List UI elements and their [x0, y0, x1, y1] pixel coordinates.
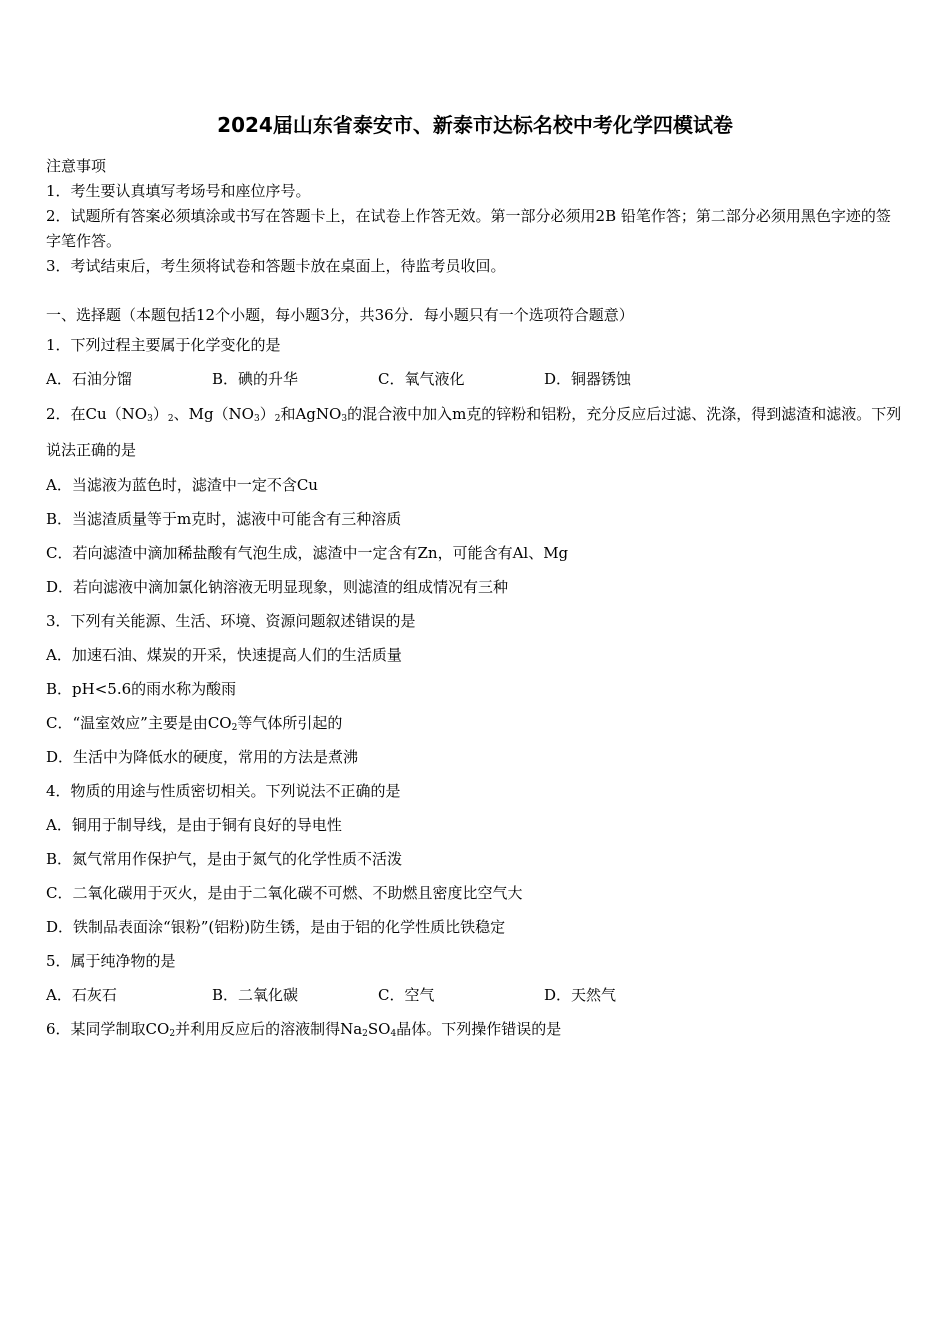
- subscript: 2: [167, 414, 174, 424]
- stem-text: 并利用反应后的溶液制得Na: [175, 1020, 363, 1038]
- question-stem: [46, 1012, 904, 1046]
- subscript: 2: [274, 414, 281, 424]
- option-d: D．铁制品表面涂“银粉”(铝粉)防生锈，是由于铝的化学性质比铁稳定: [46, 918, 506, 936]
- option-b: B．pH<5.6的雨水称为酸雨: [46, 680, 237, 698]
- option-row: [46, 362, 904, 396]
- stem-text: ）: [152, 405, 168, 423]
- option-c: C．氧气液化: [378, 370, 465, 388]
- stem-text: 的混合液中加入m克的锌粉和铝粉，充分反应后过滤、洗涤，得到滤渣和滤液。下列说法正确的是: [46, 405, 902, 459]
- notice-item-3: 3．考试结束后，考生须将试卷和答题卡放在桌面上，待监考员收回。: [46, 257, 506, 275]
- subscript: 4: [390, 1029, 397, 1039]
- stem-text: SO: [367, 1020, 391, 1038]
- option-a: A．加速石油、煤炭的开采，快速提高人们的生活质量: [46, 646, 402, 664]
- question-stem: 4．物质的用途与性质密切相关。下列说法不正确的是: [46, 782, 401, 800]
- option-d: D．天然气: [544, 986, 617, 1004]
- notice-item-1: 1．考生要认真填写考场号和座位序号。: [46, 182, 311, 200]
- subscript: 3: [341, 414, 348, 424]
- subscript: 2: [169, 1029, 176, 1039]
- option-b: B．碘的升华: [212, 370, 299, 388]
- option-text: 等气体所引起的: [237, 714, 343, 732]
- stem-text: ）: [259, 405, 275, 423]
- exam-title: 2024届山东省泰安市、新泰市达标名校中考化学四模试卷: [217, 113, 733, 137]
- option-a: A．石灰石: [46, 986, 117, 1004]
- option-c: C．空气: [378, 986, 435, 1004]
- option-b: B．二氧化碳: [212, 986, 299, 1004]
- option-d: D．铜器锈蚀: [544, 370, 632, 388]
- question-5: [46, 944, 904, 1012]
- question-stem: 5．属于纯净物的是: [46, 952, 176, 970]
- option-c: C．二氧化碳用于灭火，是由于二氧化碳不可燃、不助燃且密度比空气大: [46, 884, 523, 902]
- option-c: [46, 706, 904, 740]
- option-text: C．“温室效应”主要是由CO: [46, 714, 232, 732]
- subscript: 3: [147, 414, 153, 424]
- option-a: A．当滤液为蓝色时，滤渣中一定不含Cu: [46, 476, 318, 494]
- question-1: [46, 328, 904, 396]
- stem-text: 2．在Cu（NO: [46, 405, 148, 423]
- option-row: [46, 978, 904, 1012]
- question-2: [46, 396, 904, 604]
- question-stem: 1．下列过程主要属于化学变化的是: [46, 336, 281, 354]
- notice-item-2: 2．试题所有答案必须填涂或书写在答题卡上，在试卷上作答无效。第一部分必须用2B 铅笔作答；第二部分必须用黑色字迹的签字笔作答。: [46, 207, 891, 250]
- option-a: A．石油分馏: [46, 370, 132, 388]
- stem-text: 晶体。下列操作错误的是: [396, 1020, 562, 1038]
- question-4: [46, 774, 904, 944]
- notice-heading: 注意事项: [46, 157, 107, 175]
- question-6: [46, 1012, 904, 1046]
- section-heading: 一、选择题（本题包括12个小题，每小题3分，共36分．每小题只有一个选项符合题意）: [46, 306, 634, 324]
- notice-section: [46, 154, 904, 279]
- option-d: D．生活中为降低水的硬度，常用的方法是煮沸: [46, 748, 359, 766]
- subscript: 3: [253, 414, 260, 424]
- option-a: A．铜用于制导线，是由于铜有良好的导电性: [46, 816, 342, 834]
- subscript: 2: [362, 1029, 368, 1039]
- subscript: 2: [231, 723, 238, 733]
- stem-text: 和AgNO: [280, 405, 342, 423]
- question-stem: 3．下列有关能源、生活、环境、资源问题叙述错误的是: [46, 612, 416, 630]
- option-b: B．当滤渣质量等于m克时，滤液中可能含有三种溶质: [46, 510, 402, 528]
- option-c: C．若向滤渣中滴加稀盐酸有气泡生成，滤渣中一定含有Zn，可能含有Al、Mg: [46, 544, 569, 562]
- stem-text: 6．某同学制取CO: [46, 1020, 170, 1038]
- option-d: D．若向滤液中滴加氯化钠溶液无明显现象，则滤渣的组成情况有三种: [46, 578, 509, 596]
- question-stem: [46, 396, 904, 468]
- option-b: B．氮气常用作保护气，是由于氮气的化学性质不活泼: [46, 850, 403, 868]
- stem-text: 、Mg（NO: [173, 405, 254, 423]
- question-3: [46, 604, 904, 774]
